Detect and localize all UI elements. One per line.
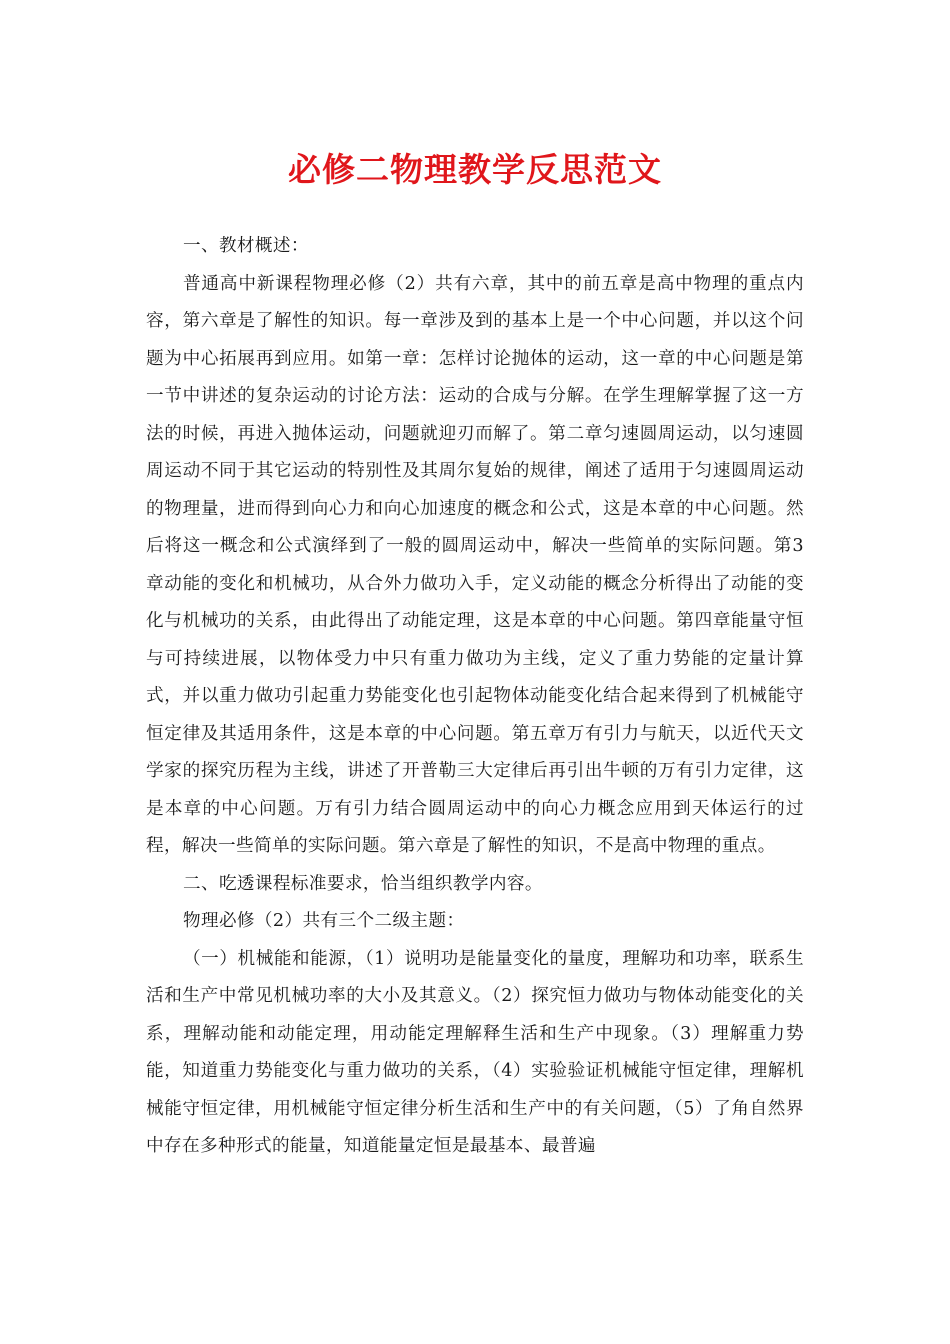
paragraph-topics-intro: 物理必修（2）共有三个二级主题： xyxy=(182,911,465,931)
section-heading-1: 一、教材概述： xyxy=(182,236,309,256)
document-body xyxy=(146,228,804,1166)
paragraph-overview: 普通高中新课程物理必修（2）共有六章，其中的前五章是高中物理的重点内容，第六章是了解性的知识。每一章涉及到的基本上是一个中心问题，并以这个问题为中心拓展再到应用。如第一章：怎样讨论抛体的运动，这一章的中心问题是第一节中讲述的复杂运动的讨论方法：运动的合成与分解。在学生理解掌握了这一方法的时候，再进入抛体运动，问题就迎刃而解了。第二章匀速圆周运动，以匀速圆周运动不同于其它运动的特别性及其周尔复始的规律，阐述了适用于匀速圆周运动的物理量，进而得到向心力和向心加速度的概念和公式，这是本章的中心问题。然后将这一概念和公式演绎到了一般的圆周运动中，解决一些简单的实际问题。第3章动能的变化和机械功，从合外力做功入手，定义动能的概念分析得出了动能的变化与机械功的关系，由此得出了动能定理，这是本章的中心问题。第四章能量守恒与可持续进展，以物体受力中只有重力做功为主线，定义了重力势能的定量计算式，并以重力做功引起重力势能变化也引起物体动能变化结合起来得到了机械能守恒定律及其适用条件，这是本章的中心问题。第五章万有引力与航天，以近代天文学家的探究历程为主线，讲述了开普勒三大定律后再引出牛顿的万有引力定律，这是本章的中心问题。万有引力结合圆周运动中的向心力概念应用到天体运行的过程，解决一些简单的实际问题。第六章是了解性的知识，不是高中物理的重点。 xyxy=(146,273,804,856)
section-heading-2: 二、吃透课程标准要求，恰当组织教学内容。 xyxy=(182,873,543,894)
document-title: 必修二物理教学反思范文 xyxy=(288,150,662,189)
paragraph-topic-1: （一）机械能和能源，（1）说明功是能量变化的量度，理解功和功率，联系生活和生产中常见机械功率的大小及其意义。（2）探究恒力做功与物体动能变化的关系，理解动能和动能定理，用动能定理解释生活和生产中现象。（3）理解重力势能，知道重力势能变化与重力做功的关系，（4）实验验证机械能守恒定律，理解机械能守恒定律，用机械能守恒定律分析生活和生产中的有关问题，（5）了角自然界中存在多种形式的能量，知道能量定恒是最基本、最普遍 xyxy=(146,948,804,1156)
